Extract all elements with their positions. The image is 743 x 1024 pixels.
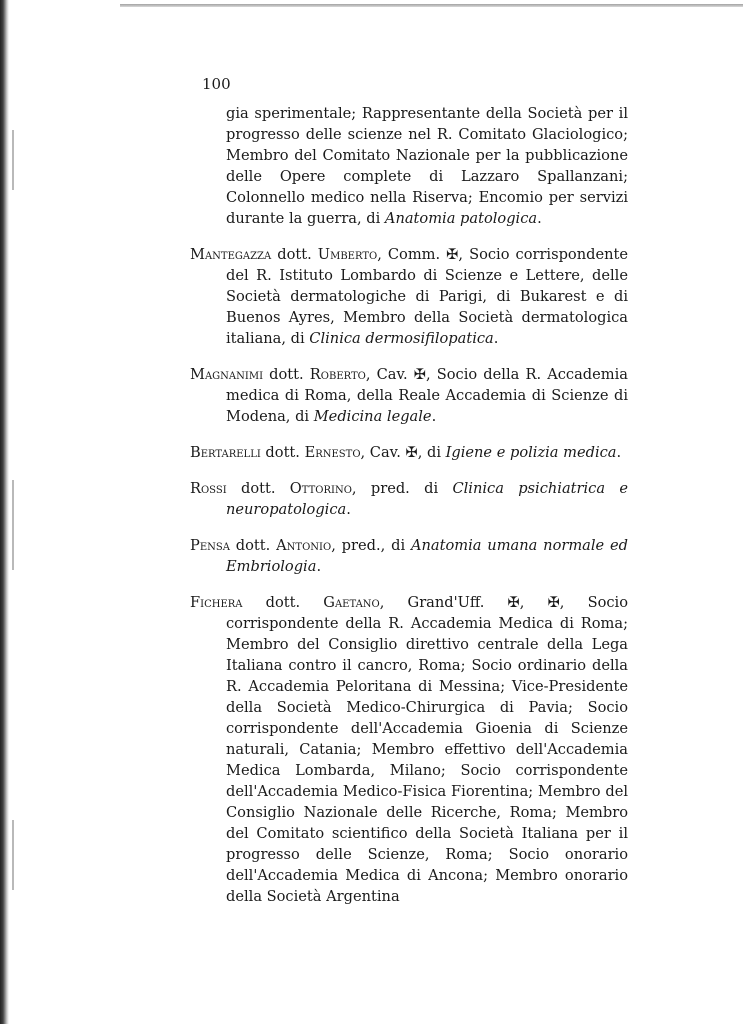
entry-surname: Bertarelli xyxy=(190,444,261,461)
page-number: 100 xyxy=(202,75,231,93)
entry-title: dott. xyxy=(260,444,305,461)
entry-subject: Anatomia umana normale ed Embriologia xyxy=(226,537,628,575)
entry-title: dott. xyxy=(271,246,318,263)
entry-title: dott. xyxy=(226,480,290,497)
binding-speck xyxy=(12,480,14,570)
entry-title: dott. xyxy=(242,594,324,611)
entry-end: . xyxy=(616,444,622,461)
entry-surname: Magnanimi xyxy=(190,366,264,383)
entry-body: , Cav. ✠, Socio della R. Accademia medica di Roma, della Reale Accademia di Scienze di Modena, di xyxy=(226,366,628,425)
entry-surname: Fichera xyxy=(190,594,243,611)
entry-body: , Comm. ✠, Socio corrispondente del R. Istituto Lombardo di Scienze e Lettere, delle Società dermatologiche di Parigi, di Bukarest e di Buenos Ayres, Membro della Società dermatologica italiana, di xyxy=(226,246,628,347)
entry-rossi xyxy=(190,478,628,520)
entry-first-name: Umberto xyxy=(317,246,378,263)
entry-pensa xyxy=(190,535,628,577)
entry-end: . xyxy=(316,558,322,575)
entry-title: dott. xyxy=(263,366,310,383)
entry-subject: Clinica psichiatrica e neuropatologica xyxy=(226,480,628,518)
intro-text: gia sperimentale; Rappresentante della Società per il progresso delle scienze nel R. Comitato Glaciologico; Membro del Comitato Nazionale per la pubblicazione delle Opere complete di Lazzaro Spallanzani; Colonnello medico nella Riserva; Encomio per servizi durante la guerra, di xyxy=(226,105,628,227)
entry-subject: Medicina legale xyxy=(313,408,432,425)
entry-body: , Grand'Uff. ✠, ✠, Socio corrispondente della R. Accademia Medica di Roma; Membro del Consiglio direttivo centrale della Lega Italiana contro il cancro, Roma; Socio ordinario della R. Accademia Peloritana di Messina; Vice-Presidente della Società Medico-Chirurgica di Pavia; Socio corrispondente dell'Accademia Gioenia di Scienze naturali, Catania; Membro effettivo dell'Accademia Medica Lombarda, Milano; Socio corrispondente dell'Accademia Medico-Fisica Fiorentina; Membro del Consiglio Nazionale delle Ricerche, Roma; Membro del Comitato scientifico della Società Italiana per il progresso delle Scienze, Roma; Socio onorario dell'Accademia Medica di Ancona; Membro onorario della Società Argentina xyxy=(226,594,628,905)
entry-end: . xyxy=(346,501,351,518)
binding-speck xyxy=(12,130,14,190)
entry-fichera xyxy=(190,592,628,907)
binding-speck xyxy=(12,820,14,890)
entry-body: , Cav. ✠, di xyxy=(360,444,446,461)
intro-subject: Anatomia patologica xyxy=(384,210,538,227)
scan-top-edge xyxy=(120,4,743,7)
entry-magnanimi xyxy=(190,364,628,427)
entry-title: dott. xyxy=(229,537,277,554)
entry-subject: Clinica dermosifilopatica xyxy=(309,330,494,347)
entry-end: . xyxy=(431,408,437,425)
page-binding-edge xyxy=(0,0,9,1024)
entry-mantegazza xyxy=(190,244,628,349)
entry-first-name: Antonio xyxy=(276,537,332,554)
entry-subject: Igiene e polizia medica xyxy=(445,444,617,461)
entry-first-name: Ernesto xyxy=(304,444,361,461)
entry-first-name: Roberto xyxy=(309,366,366,383)
entry-first-name: Ottorino xyxy=(289,480,352,497)
entry-body: , pred. di xyxy=(351,480,453,497)
continued-paragraph xyxy=(190,103,628,229)
entry-surname: Pensa xyxy=(190,537,230,554)
document-body xyxy=(190,103,628,907)
entry-surname: Mantegazza xyxy=(190,246,272,263)
entry-first-name: Gaetano xyxy=(323,594,380,611)
entry-bertarelli xyxy=(190,442,628,463)
entry-surname: Rossi xyxy=(190,480,227,497)
intro-end: . xyxy=(537,210,542,227)
entry-end: . xyxy=(493,330,499,347)
entry-body: , pred., di xyxy=(331,537,411,554)
